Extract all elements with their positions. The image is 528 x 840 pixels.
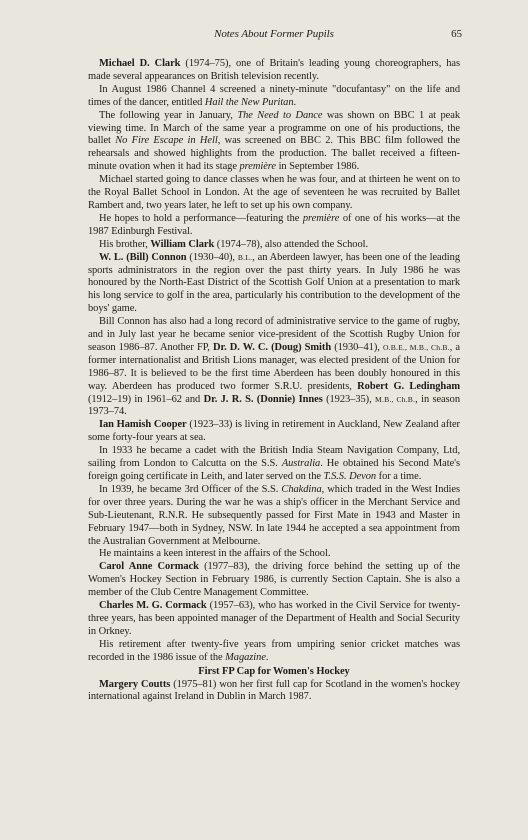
paragraph-clark-bbc: The following year in January, The Need to Dance was shown on BBC 1 at peak viewing time. In March of the same year a programme on one of his productions, the ballet No Fire Escape in Hell, was screened on BBC 2. This BBC film followed the rehearsals and showed highlights from the production. The ballet received a fifteen-minute ovation when it had its stage première in September 1986. — [88, 109, 461, 173]
running-header — [88, 28, 460, 48]
paragraph-cooper-intro: Ian Hamish Cooper (1923–33) is living in retirement in Auckland, New Zealand after some forty-four years at sea. — [88, 419, 460, 444]
paragraph-clark-channel4: In August 1986 Channel 4 screened a ninety-minute "docufantasy" on the life and times of the dancer, entitled Hail the New Puritan. — [88, 83, 460, 108]
section-heading: First FP Cap for Women's Hockey — [198, 665, 350, 677]
ship-name: T.S.S. Devon — [323, 471, 377, 482]
paragraph-cooper-cadet: In 1933 he became a cadet with the British India Steam Navigation Company, Ltd, sailing from London to Calcutta on the S.S. Australia. He obtained his Second Mate's foreign going certificate in Leith, and later served on the T.S.S. Devon for a time. — [88, 445, 460, 482]
person-name: Dr. J. R. S. (Donnie) Innes — [203, 393, 323, 405]
person-name: Charles M. G. Cormack — [99, 600, 207, 612]
magazine-title: Magazine — [225, 651, 266, 663]
paragraph-clark-brother: His brother, William Clark (1974–78), also attended the School. — [99, 238, 369, 250]
paragraph-carol-cormack: Carol Anne Cormack (1977–83), the driving force behind the setting up of the Women's Hockey Section in February 1986, is currently Section Captain. She is also a member of the Club Centre Management Committee. — [88, 561, 460, 599]
person-name: W. L. (Bill) Connon — [99, 251, 187, 263]
paragraph-connon-intro: W. L. (Bill) Connon (1930–40), B.L., an Aberdeen lawyer, has been one of the leading sports administrators in the region over the past thirty years. In July 1986 he was honoured by the North-East District of the Scottish Golf Union at a presentation to mark his long service to golf in the area, particularly his contribution to the development of the boys' game. — [88, 251, 460, 315]
ship-name: Chakdina — [281, 483, 322, 495]
paragraph-coutts: Margery Coutts (1975–81) won her first full cap for Scotland in the women's hockey international against Ireland in Dublin in March 1987. — [88, 678, 460, 703]
paragraph-cooper-interest: He maintains a keen interest in the affairs of the School. — [99, 548, 331, 560]
programme-title: The Need to Dance — [237, 109, 323, 121]
paragraph-clark-intro: Michael D. Clark (1974–75), one of Britain's leading young choreographers, has made several appearances on British television recently. — [88, 58, 460, 82]
paragraph-charles-cormack: Charles M. G. Cormack (1957–63), who has worked in the Civil Service for twenty-three years, has been appointed manager of the Department of Health and Social Security in Orkney. — [88, 600, 461, 637]
person-name: William Clark — [150, 238, 215, 250]
running-title: Notes About Former Pupils — [214, 28, 334, 40]
person-name: Dr. D. W. C. (Doug) Smith — [212, 341, 332, 353]
page-number: 65 — [451, 28, 462, 40]
person-name: Margery Coutts — [99, 678, 171, 690]
paragraph-charles-cricket: His retirement after twenty-five years from umpiring senior cricket matches was recorded in the 1986 issue of the Magazine. — [88, 638, 460, 663]
paragraph-clark-festival: He hopes to hold a performance—featuring the première of one of his works—at the 1987 Edinburgh Festival. — [88, 212, 460, 237]
paragraph-clark-career: Michael started going to dance classes when he was four, and at thirteen he went on to the Royal Ballet School in London. At the age of seventeen he was recruited by Ballet Rambert and, two years later, he left to set up his own company. — [88, 174, 460, 211]
document-page — [88, 28, 460, 704]
paragraph-cooper-career: In 1939, he became 3rd Officer of the S.S. Chakdina, which traded in the West Indies for over three years. During the war he was a ship's officer in the Merchant Service and Sub-Lieutenant, R.N.R. He subsequently passed for First Mate in 1943 and Master in February 1947—both in Sydney, NSW. In late 1944 he accepted a sea appointment from the Australian Government at Melbourne. — [88, 483, 460, 547]
person-name: Michael D. Clark — [99, 58, 181, 69]
programme-title: Hail the New Puritan — [204, 96, 294, 108]
ship-name: Australia — [281, 458, 321, 470]
person-name: Ian Hamish Cooper — [99, 419, 187, 431]
person-name: Robert G. Ledingham — [357, 380, 461, 392]
person-name: Carol Anne Cormack — [99, 561, 199, 573]
ballet-title: No Fire Escape in Hell — [115, 135, 218, 147]
paragraph-connon-rugby: Bill Connon has also had a long record of administrative service to the game of rugby, and in July last year he became senior vice-president of the Scottish Rugby Union for season 1986–87. Another FP, Dr. D. W. C. (Doug) Smith (1930–41), O.B.E., M.B., Ch.B., a former internationalist and British Lions manager, was elected president of the Union for 1986–87. It is believed to be the first time Aberdeen has been doubly honoured in this way. Aberdeen has produced two former S.R.U. presidents, Robert G. Ledingham (1912–19) in 1961–62 and Dr. J. R. S. (Donnie) Innes (1923–35), M.B., Ch.B., in season 1973–74. — [88, 316, 461, 418]
